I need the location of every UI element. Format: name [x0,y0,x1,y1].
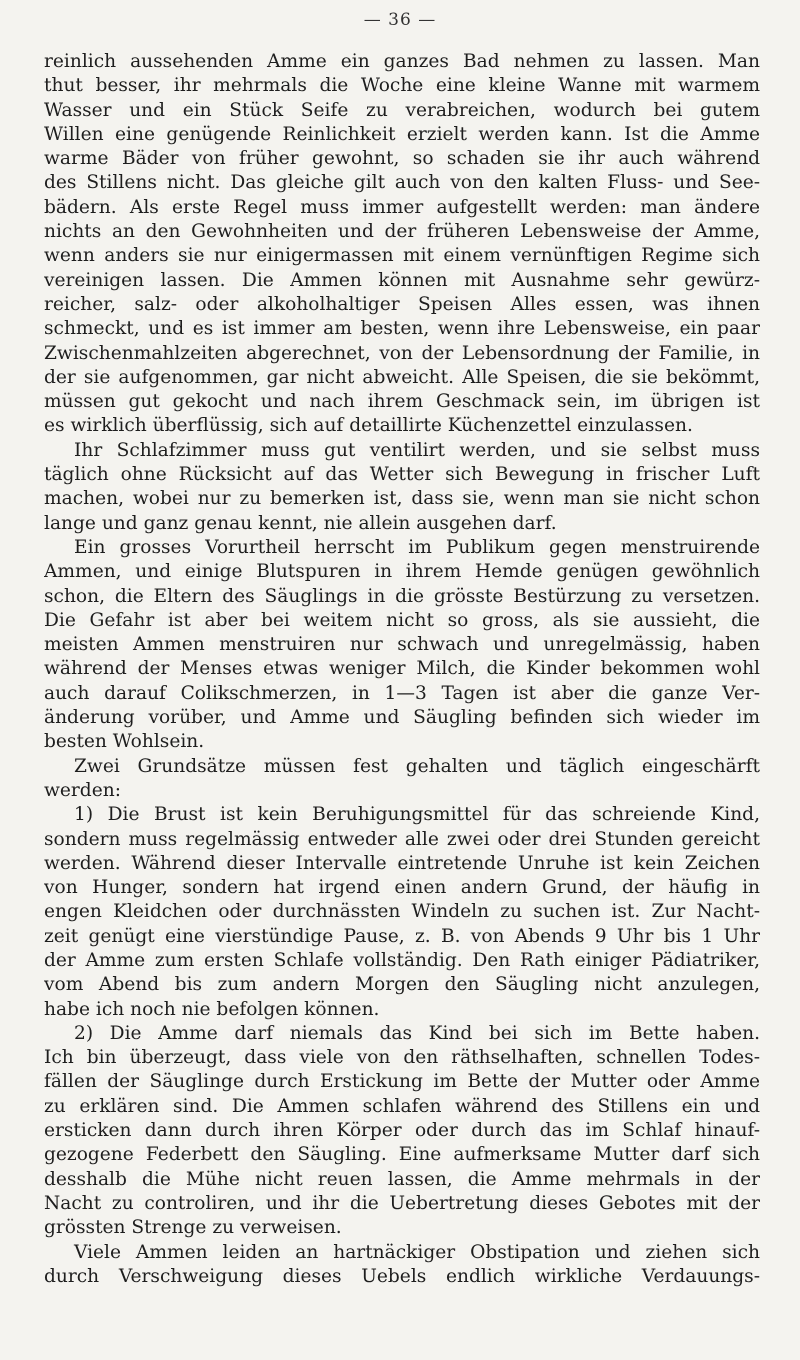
text-line: besten Wohlsein. [44,731,205,753]
text-line: gezogene Federbett den Säugling. Eine aufmerksame Mutter darf sich [44,1144,760,1166]
text-line: Die Gefahr ist aber bei weitem nicht so gross, als sie aussieht, die [44,609,760,631]
text-line: Ich bin überzeugt, dass viele von den räthselhaften, schnellen Todes- [44,1047,760,1069]
text-line: machen, wobei nur zu bemerken ist, dass sie, wenn man sie nicht schon [44,488,760,510]
text-line: Viele Ammen leiden an hartnäckiger Obstipation und ziehen sich [74,1241,760,1263]
text-line: änderung vorüber, und Amme und Säugling befinden sich wieder im [44,707,760,729]
text-line: habe ich noch nie befolgen können. [44,998,380,1020]
text-line: während der Menses etwas weniger Milch, die Kinder bekommen wohl [44,658,760,680]
text-line: reinlich aussehenden Amme ein ganzes Bad nehmen zu lassen. Man [44,51,760,72]
text-line: von Hunger, sondern hat irgend einen andern Grund, der häufig in [44,877,760,899]
body-text [44,50,760,1289]
text-line: Ein grosses Vorurtheil herrscht im Publikum gegen menstruirende [74,536,760,558]
text-line: thut besser, ihr mehrmals die Woche eine kleine Wanne mit warmem [44,75,760,97]
text-line: Ammen, und einige Blutspuren in ihrem Hemde genügen gewöhnlich [44,561,760,583]
text-line: lange und ganz genau kennt, nie allein ausgehen darf. [44,512,557,534]
text-line: täglich ohne Rücksicht auf das Wetter sich Bewegung in frischer Luft [44,464,760,486]
text-line: vom Abend bis zum andern Morgen den Säugling nicht anzulegen, [44,974,760,996]
text-line: es wirklich überflüssig, sich auf detaillirte Küchenzettel einzulassen. [44,415,693,437]
text-line: auch darauf Colikschmerzen, in 1—3 Tagen ist aber die ganze Ver- [44,682,760,704]
text-line: durch Verschweigung dieses Uebels endlich wirkliche Verdauungs- [44,1265,760,1287]
text-line: der sie aufgenommen, gar nicht abweicht. Alle Speisen, die sie bekömmt, [44,366,760,388]
text-line: 2) Die Amme darf niemals das Kind bei sich im Bette haben. [74,1022,760,1044]
text-line: der Amme zum ersten Schlafe vollständig. Den Rath einiger Pädiatriker, [44,949,760,971]
page-number: — 36 — [363,10,437,30]
text-line: zu erklären sind. Die Ammen schlafen während des Stillens ein und [44,1095,760,1117]
text-line: wenn anders sie nur einigermassen mit einem vernünftigen Regime sich [44,245,760,267]
text-line: ersticken dann durch ihren Körper oder durch das im Schlaf hinauf- [44,1120,760,1142]
text-line: schon, die Eltern des Säuglings in die grösste Bestürzung zu versetzen. [44,585,760,607]
text-line: bädern. Als erste Regel muss immer aufgestellt werden: man ändere [44,196,760,218]
text-line: nichts an den Gewohnheiten und der früheren Lebensweise der Amme, [44,221,760,243]
text-line: Ihr Schlafzimmer muss gut ventilirt werden, und sie selbst muss [74,439,760,461]
text-line: Willen eine genügende Reinlichkeit erzielt werden kann. Ist die Amme [44,123,760,145]
text-line: reicher, salz- oder alkoholhaltiger Speisen Alles essen, was ihnen [44,293,760,315]
text-line: sondern muss regelmässig entweder alle zwei oder drei Stunden gereicht [44,828,760,850]
text-line: schmeckt, und es ist immer am besten, wenn ihre Lebensweise, ein paar [44,318,760,340]
text-line: Zwei Grundsätze müssen fest gehalten und täglich eingeschärft [74,755,760,777]
text-line: werden. Während dieser Intervalle eintretende Unruhe ist kein Zeichen [44,852,760,874]
text-line: Nacht zu controliren, und ihr die Uebertretung dieses Gebotes mit der [44,1192,760,1214]
text-line: grössten Strenge zu verweisen. [44,1217,342,1239]
text-line: 1) Die Brust ist kein Beruhigungsmittel für das schreiende Kind, [74,804,760,826]
text-line: fällen der Säuglinge durch Erstickung im Bette der Mutter oder Amme [44,1071,760,1093]
text-line: engen Kleidchen oder durchnässten Windeln zu suchen ist. Zur Nacht- [44,901,760,923]
text-line: werden: [44,779,121,801]
text-line: des Stillens nicht. Das gleiche gilt auch von den kalten Fluss- und See- [44,172,760,194]
text-line: vereinigen lassen. Die Ammen können mit Ausnahme sehr gewürz- [44,269,760,291]
text-line: müssen gut gekocht und nach ihrem Geschmack sein, im übrigen ist [44,391,760,413]
text-line: Zwischenmahlzeiten abgerechnet, von der Lebensordnung der Familie, in [44,342,760,364]
text-line: Wasser und ein Stück Seife zu verabreichen, wodurch bei gutem [44,99,760,121]
text-line: zeit genügt eine vierstündige Pause, z. B. von Abends 9 Uhr bis 1 Uhr [44,925,760,947]
text-line: warme Bäder von früher gewohnt, so schaden sie ihr auch während [44,148,760,170]
text-line: desshalb die Mühe nicht reuen lassen, die Amme mehrmals in der [44,1168,760,1190]
text-line: meisten Ammen menstruiren nur schwach und unregelmässig, haben [44,634,760,656]
